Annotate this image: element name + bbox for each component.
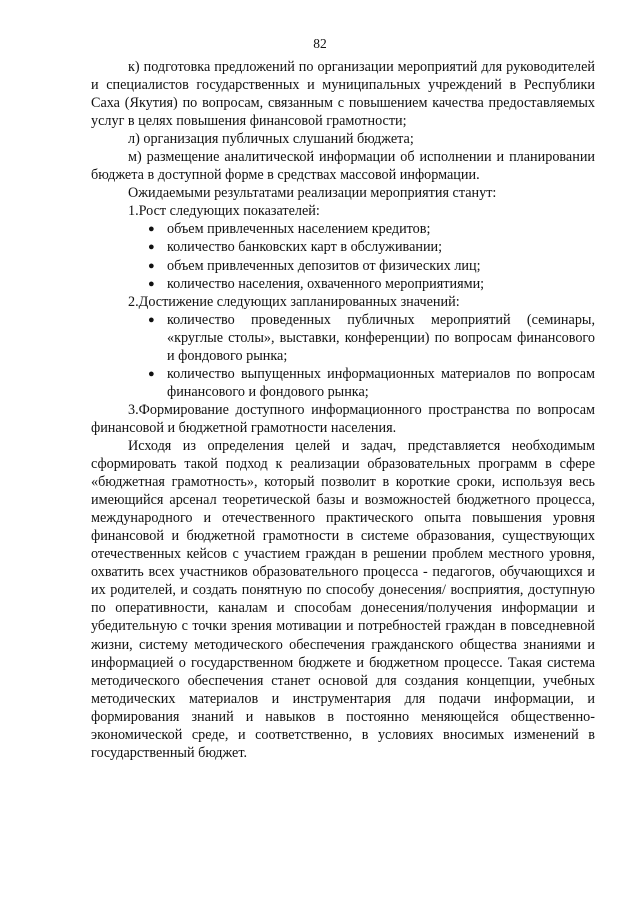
bullet-text: объем привлеченных депозитов от физических лиц; [167,257,481,274]
document-body [91,58,595,762]
page-number: 82 [313,36,327,51]
bullet-text: количество населения, охваченного мероприятиями; [167,275,485,292]
bullet-list-item [148,311,595,365]
bullet-list-item [148,238,595,256]
conclusion-paragraph: Исходя из определения целей и задач, представляется необходимым сформировать такой подход к реализации образовательных программ в сфере «бюджетная грамотность», который позволит в короткие сроки, используя весь имеющийся арсенал теоретической базы и возможностей бюджетного процесса, международного и отечественного практического опыта повышения уровня финансовой и бюджетной грамотности в системе образования, существующих отечественных кейсов с участием граждан в решении проблем местного уровня, охватить всех участников образовательного процесса - педагогов, обучающихся и их родителей, и создать понятную по способу донесения/ восприятия, доступную по оперативности, каналам и способам донесения/получения информации и убедительную с точки зрения мотивации и потребностей граждан в повседневной жизни, систему методического обеспечения гражданского общества знаниями и информацией о государственном бюджете и бюджетном процессе. Такая система методического обеспечения станет основой для создания концепции, учебных методических материалов и инструментария для подачи информации, и формирования знаний и навыков в постоянно меняющейся общественно-экономической среде, и соответственно, в условиях вносимых изменений в государственный бюджет. [91,437,595,761]
bullet-list-item [148,257,595,275]
bullet-icon: ● [148,313,155,326]
bullet-icon: ● [148,277,155,290]
bullet-icon: ● [148,367,155,380]
expected-results-intro: Ожидаемыми результатами реализации мероприятия станут: [128,185,497,202]
bullet-icon: ● [148,259,155,272]
list-item-m: м) размещение аналитической информации об исполнении и планировании бюджета в доступной форме в средствах массовой информации. [91,149,595,184]
results-group2-heading: 2.Достижение следующих запланированных значений: [128,293,460,310]
results-group3-text: 3.Формирование доступного информационного пространства по вопросам финансовой и бюджетной грамотности населения. [91,401,595,436]
list-item-l: л) организация публичных слушаний бюджета; [128,131,414,148]
results-group1-heading: 1.Рост следующих показателей: [128,203,320,220]
results-group2-list [91,311,595,401]
bullet-icon: ● [148,241,155,254]
bullet-text: количество банковских карт в обслуживании; [167,239,443,256]
bullet-icon: ● [148,223,155,236]
list-item-k: к) подготовка предложений по организации мероприятий для руководителей и специалистов государственных и муниципальных учреждений в Республики Саха (Якутия) по вопросам, связанным с повышением качества предоставляемых услуг в целях повышения финансовой грамотности; [91,59,595,130]
bullet-text: количество проведенных публичных мероприятий (семинары, «круглые столы», выставки, конференции) по вопросам финансового и фондового рынка; [167,311,595,364]
bullet-list-item [148,365,595,401]
bullet-list-item [148,275,595,293]
bullet-list-item [148,220,595,238]
bullet-text: объем привлеченных населением кредитов; [167,221,431,238]
bullet-text: количество выпущенных информационных материалов по вопросам финансового и фондового рынка; [167,365,595,400]
results-group1-list [91,220,595,292]
